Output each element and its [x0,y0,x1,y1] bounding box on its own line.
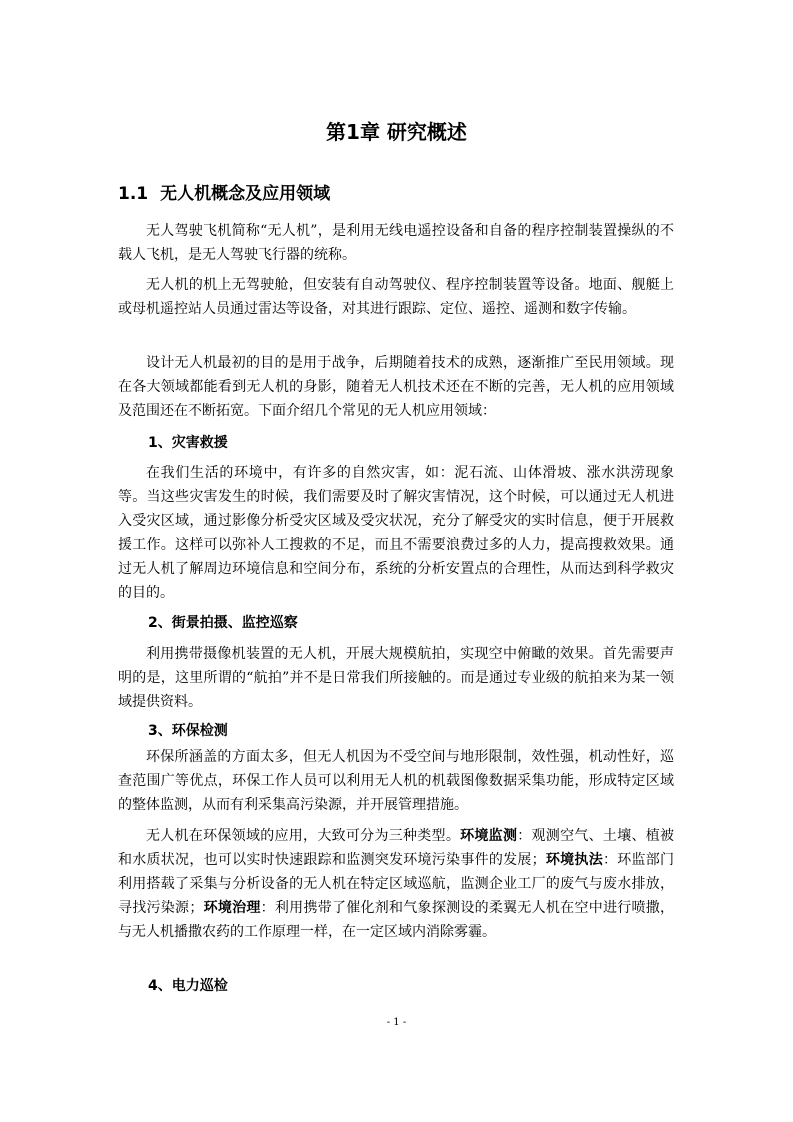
subsection-heading-street-photography: 2、街景拍摄、监控巡察 [148,615,298,631]
subsection-paragraph-environmental-types [118,824,674,944]
section-heading [118,181,330,207]
section-number: 1.1 [118,184,149,204]
environmental-governance-text: ：利用携带了催化剂和气象探测设的柔翼无人机在空中进行喷撒，与无人机播撒农药的工作原理一样，在一定区域内消除雾霾。 [118,900,675,940]
environmental-enforcement-text: ：环监部门利用搭载了采集与分析设备的无人机在特定区域巡航，监测企业工厂的废气与废水排放，寻找污染源； [118,852,675,916]
term-environmental-monitoring: 环境监测 [460,828,518,844]
subsection-paragraph-street-photography: 利用携带摄像机装置的无人机，开展大规模航拍，实现空中俯瞰的效果。首先需要声明的是，这里所谓的“航拍”并不是日常我们所接触的。而是通过专业级的航拍来为某一领域提供资料。 [118,646,674,710]
intro-paragraph-3: 设计无人机最初的目的是用于战争，后期随着技术的成熟，逐渐推广至民用领域。现在各大领域都能看到无人机的身影，随着无人机技术还在不断的完善，无人机的应用领域及范围还在不断拓宽。下面介绍几个常见的无人机应用领域： [118,355,674,419]
intro-paragraph-2: 无人机的机上无驾驶舱，但安装有自动驾驶仪、程序控制装置等设备。地面、舰艇上或母机遥控站人员通过雷达等设备，对其进行跟踪、定位、遥控、遥测和数字传输。 [118,277,674,317]
environmental-types-lead: 无人机在环保领域的应用，大致可分为三种类型。 [146,828,461,844]
environmental-monitoring-text: ：观测空气、土壤、植被和水质状况，也可以实时快速跟踪和监测突发环境污染事件的发展； [118,828,675,868]
subsection-paragraph-environmental-monitoring: 环保所涵盖的方面太多，但无人机因为不受空间与地形限制，效性强，机动性好，巡查范围广等优点，环保工作人员可以利用无人机的机载图像数据采集功能，形成特定区域的整体监测，从而有利采集高污染源，并开展管理措施。 [118,749,674,813]
subsection-heading-environmental-monitoring: 3、环保检测 [148,723,228,739]
subsection-paragraph-disaster-rescue: 在我们生活的环境中，有许多的自然灾害，如：泥石流、山体滑坡、涨水洪涝现象等。当这些灾害发生的时候，我们需要及时了解灾害情况，这个时候，可以通过无人机进入受灾区域，通过影像分析受灾区域及受灾状况，充分了解受灾的实时信息，便于开展救援工作。这样可以弥补人工搜救的不足，而且不需要浪费过多的人力，提高搜救效果。通过无人机了解周边环境信息和空间分布，系统的分析安置点的合理性，从而达到科学救灾的目的。 [118,465,674,601]
section-title: 无人机概念及应用领域 [160,184,331,204]
page-number: - 1 - [386,1017,407,1028]
chapter-title: 第1章 研究概述 [326,120,467,144]
subsection-heading-power-inspection: 4、电力巡检 [148,978,228,994]
intro-paragraph-1: 无人驾驶飞机简称“无人机”，是利用无线电遥控设备和自备的程序控制装置操纵的不载人飞机，是无人驾驶飞行器的统称。 [118,223,674,263]
subsection-heading-disaster-rescue: 1、灾害救援 [148,435,228,451]
term-environmental-governance: 环境治理 [203,900,261,916]
term-environmental-enforcement: 环境执法 [545,852,603,868]
